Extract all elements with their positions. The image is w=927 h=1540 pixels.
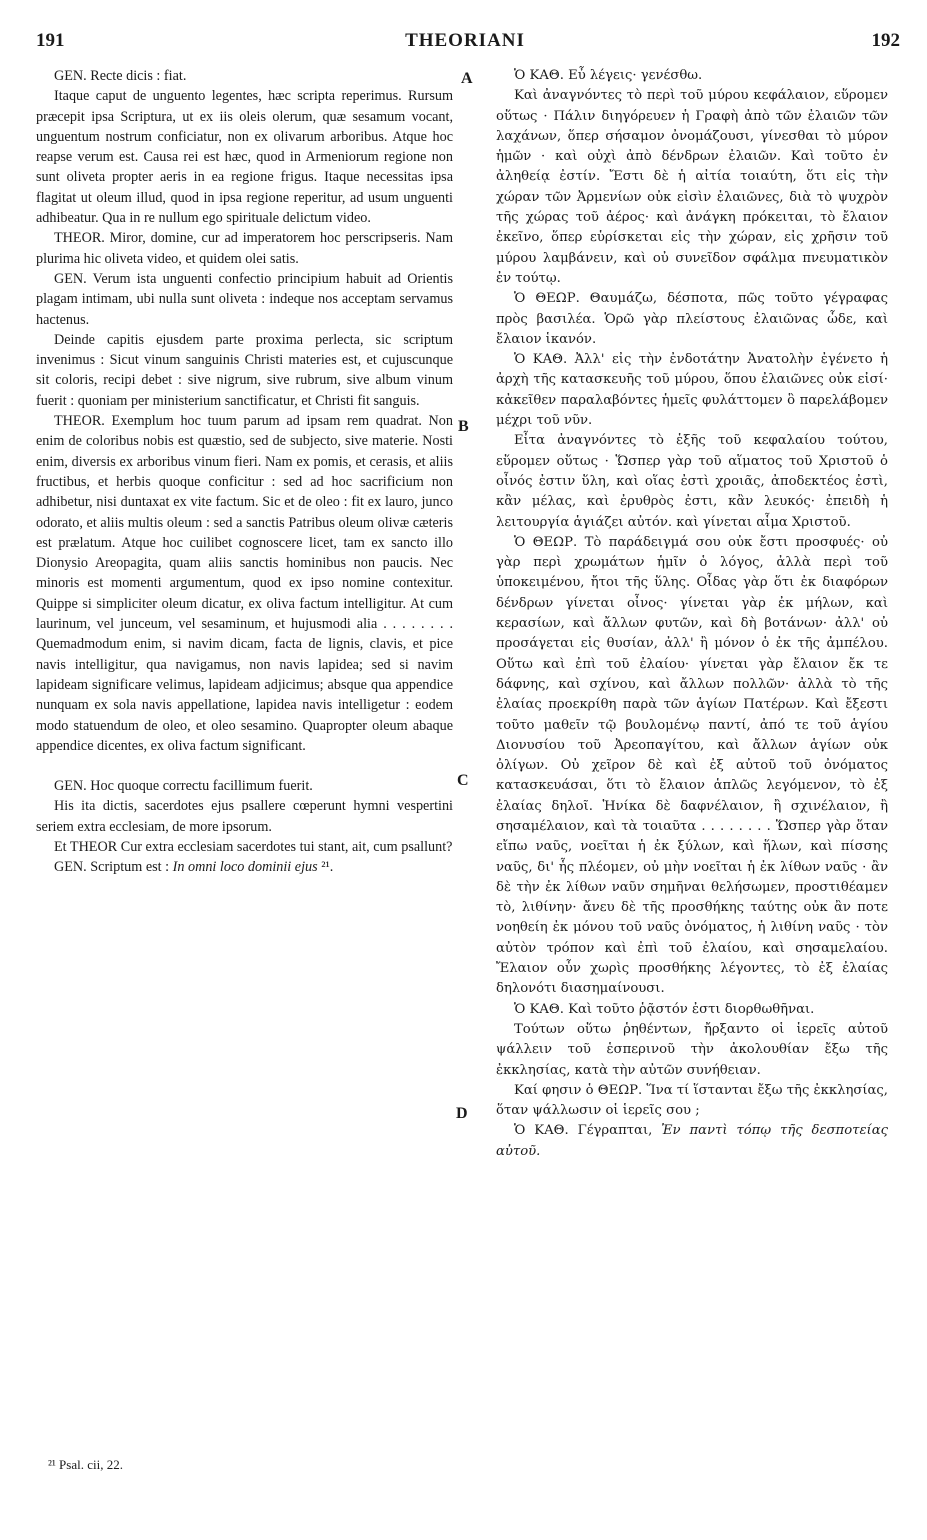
footnote: ²¹ Psal. cii, 22. <box>48 1457 123 1472</box>
latin-paragraph: THEOR. Exemplum hoc tuum parum ad ipsam rem quadrat. Non enim de coloribus nobis est quæstio, sed de subjecto, sive materie. Nosti enim, diversis ex arboribus vinum fieri. Nam ex pomis, et cerasis, et aliis fructibus, et herbis quoque conficitur : sed ad hoc sacrificium non adhibetur, nisi duntaxat ex vite factum. Sic et de oleo : fit ex lauro, junco odorato, et aliis multis oleum : sed a sanctis Patribus oleum olivæ cæteris est prælatum. Atque hoc cuilibet cognoscere licet, tam ex sancto illo Dionysio Areopagita, quam aliis sanctis hominibus non paucis. Nec minoris est momenti argumentum, quod ex ipso nomine contexitur. Quippe si simpliciter oleum dicatur, ex oliva factum intelligitur. At cum laurinum, vel junceum, vel sesaminum, et hujusmodi alia . . . . . . . . Quemadmodum enim, si navim dicam, facta de lignis, clavis, et pice navis intelligitur, qua navigamus, non navis lapidea; sed si navim lapideam significare velimus, lapideam adjicimus; absque qua appendice nunquam ex sola navis appellatione, lapidea navis intelligetur : eodem modo statuendum de oleo, et oleo sesamino. Quapropter oleum abaque appendice dicentes, ex oliva factum significant. <box>36 413 453 754</box>
greek-paragraph: Τούτων οὕτω ῥηθέντων, ἤρξαντο οἱ ἱερεῖς αὐτοῦ ψάλλειν τοῦ ἑσπερινοῦ τὴν ἀκολουθίαν ἔξω τῆς ἐκκλησίας, κατὰ τὴν αὐτῶν συνήθειαν. <box>496 1021 888 1078</box>
page-header <box>30 30 900 58</box>
margin-marker-c: C <box>457 772 469 789</box>
margin-marker-b: B <box>458 418 469 435</box>
latin-lead: GEN. Scriptum est : <box>54 859 173 876</box>
running-title: THEORIANI <box>405 30 525 51</box>
latin-paragraph: GEN. Recte dicis : fiat. <box>54 68 187 84</box>
greek-paragraph: Ὁ ΚΑΘ. Εὖ λέγεις· γενέσθω. <box>514 68 703 83</box>
latin-paragraph: GEN. Hoc quoque correctu facillimum fuerit. <box>54 778 313 795</box>
latin-paragraph: GEN. Verum ista unguenti confectio principium habuit ad Orientis plagam intimam, ubi nulla sunt oliveta : indeque nos acceptam servamus hactenus. <box>36 270 453 328</box>
latin-paragraph: THEOR. Miror, domine, cur ad imperatorem hoc perscripseris. Nam plurima hic oliveta video, et quidem olei satis. <box>36 230 453 267</box>
page-number-left: 191 <box>36 30 65 51</box>
latin-column <box>36 66 453 878</box>
greek-paragraph: Ὁ ΚΑΘ. Ἀλλ' εἰς τὴν ἐνδοτάτην Ἀνατολὴν ἐγένετο ἡ ἀρχὴ τῆς κατασκευῆς τοῦ μύρου, ὅπου ἐλαιῶνες οὐκ εἰσί· κἀκεῖθεν παραλαβόντες ἡμεῖς φυλάττομεν ὃ παρελάβομεν μέχρι τοῦ νῦν. <box>496 352 888 429</box>
footnote-ref: ²¹. <box>317 859 334 876</box>
latin-paragraph: Itaque caput de unguento legentes, hæc scripta reperimus. Rursum præcepit ipsa Scriptura, ut ex iis oleis olerum, quæ sesamum vocant, unguentum nostrum conficiatur, non ex olivarum arboribus. Atque hoc reapse verum est. Causa rei est hæc, quod in Armeniorum regione non sunt oliveta propter aeris in ea regione frigus. Itaque necessitas ipsa flagitat ut oleum illud, quod in ipsa regione reperitur, ad usum unguenti adhibeatur. Qua in re nullum ego spirituale delictum video. <box>36 88 453 227</box>
latin-paragraph <box>36 857 453 877</box>
latin-paragraph: Deinde capitis ejusdem parte proxima perlecta, sic scriptum invenimus : Sicut vinum sanguinis Christi materies est, et cujuscunque sit coloris, recipi debet : sive nigrum, sive rubrum, sive album vinum fuerit : quoniam per ministerium sanctificatur, et Christi fit sanguis. <box>36 331 453 409</box>
latin-scripture-quote: In omni loco dominii ejus <box>172 859 318 876</box>
margin-marker-a: A <box>461 70 473 87</box>
greek-paragraph: Ὁ ΘΕΩΡ. Τὸ παράδειγμά σου οὐκ ἔστι προσφυές· οὐ γὰρ περὶ χρωμάτων ἡμῖν ὁ λόγος, ἀλλὰ περὶ τοῦ ὑποκειμένου, ἤτοι τῆς ὕλης. Οἶδας γὰρ ὅτι ἐκ διαφόρων δένδρων γίνεται οἶνος· γίνεται γὰρ ἐκ μήλων, καὶ κερασίων, καὶ ἄλλων φυτῶν, καὶ δὴ βοτάνων· ἀλλ' οὐ προσάγεται εἰς θυσίαν, ἀλλ' ἢ μόνον ὁ ἐκ τῆς ἀμπέλου. Οὕτω καὶ ἐπὶ τοῦ ἐλαίου· γίνεται γὰρ ἔλαιον ἔκ τε δάφνης, καὶ σχίνου, καὶ ἄλλων πολλῶν· ἀλλὰ τὸ τῆς ἐλαίας προεκρίθη παρὰ τῶν ἁγίων Πατέρων. Καὶ ἔξεστι τοῦτο μαθεῖν τῷ βουλομένῳ παντί, ἀπό τε τοῦ ἁγίου Διονυσίου τοῦ Ἀρεοπαγίτου, καὶ ἄλλων ἁγίων οὐκ ὀλίγων. Οὐ χεῖρον δὲ καὶ ἐξ αὐτοῦ τοῦ ὀνόματος κατασκευάσαι, ὅτι τὸ ἔλαιον ἁπλῶς λεγόμενον, τὸ ἐξ ἐλαίας δηλοῖ. Ἡνίκα δὲ δαφνέλαιον, ἢ σχινέλαιον, ἢ σησαμέλαιον, καὶ τὰ τοιαῦτα . . . . . . . . Ὥσπερ γὰρ ὅταν εἴπω ναῦς, νοεῖται ἡ ἐκ ξύλων, καὶ ἥλων, καὶ πίσσης ναῦς, δι' ἧς πλέομεν, οὐ μὴν νοεῖται ἡ ἐκ λίθων ναῦς · ἂν δὲ τὴν ἐκ λίθων ναῦν σημῆναι θελήσωμεν, προστιθέαμεν τὸ, λιθίνην· ἄνευ δὲ τῆς προσθήκης ταύτης οὐκ ἂν ποτε νοηθείη ἐκ μόνου τοῦ ναῦς ὀνόματος, ἡ λιθίνη ναῦς · τὸν αὐτὸν τρόπον καὶ ἐπὶ τοῦ ἐλαίου, καὶ σησαμελαίου. Ἔλαιον οὖν χωρὶς προσθήκης λέγοντες, τὸ ἐξ ἐλαίας δηλονότι διασημαίνουσι. <box>496 534 888 997</box>
greek-paragraph: Ὁ ΘΕΩΡ. Θαυμάζω, δέσποτα, πῶς τοῦτο γέγραφας πρὸς βασιλέα. Ὁρῶ γὰρ πλείστους ἐλαιῶνας ὧδε, καὶ ἔλαιον ἱκανόν. <box>496 291 888 347</box>
greek-paragraph: Καὶ ἀναγνόντες τὸ περὶ τοῦ μύρου κεφάλαιον, εὕρομεν οὕτως · Πάλιν διηγόρευεν ἡ Γραφὴ ἀπὸ τῶν ἐλαιῶν τῶν λαχάνων, ὅπερ σήσαμον ὀνομάζουσι, γίνεσθαι τὸ μύρον ἡμῶν · καὶ οὐχὶ ἀπὸ δένδρων ἐλαιῶν. Καὶ τοῦτο ἐν ἀληθείᾳ ἐστίν. Ἔστι δὲ ἡ αἰτία τοιαύτη, ὅτι εἰς τὴν χώραν τῶν Ἀρμενίων οὐκ εἰσὶν ἐλαιῶνες, διὰ τὸ ψυχρὸν τῆς χώρας τοῦ ἀέρος· καὶ ἀνάγκη πρόκειται, τὸ ἔλαιον ἐκεῖνο, ὅπερ εὑρίσκεται εἰς τὴν χώραν, εἰς χρῆσιν τοῦ μύρου λαμβάνειν, καὶ οὐ συνεῖδον σφάλμα πνευματικὸν ἐν τούτῳ. <box>496 88 888 286</box>
latin-paragraph: Et THEOR Cur extra ecclesiam sacerdotes tui stant, ait, cum psallunt? <box>54 838 453 855</box>
greek-column <box>496 66 888 1162</box>
greek-lead: Ὁ ΚΑΘ. Γέγραπται, <box>514 1123 662 1139</box>
greek-paragraph: Εἶτα ἀναγνόντες τὸ ἑξῆς τοῦ κεφαλαίου τούτου, εὕρομεν οὕτως · Ὥσπερ γὰρ τοῦ αἵματος τοῦ Χριστοῦ ὁ οἶνός ἐστιν ὕλη, καὶ οἵας ἐστὶ χροιᾶς, ἀποδεκτέος ἐστὶ, κἂν μέλας, καὶ ἐρυθρὸς ἐστι, κἂν λευκός· ἐπειδὴ ἡ λειτουργία ἁγιάζει αὐτόν. καὶ γίνεται αἷμα Χριστοῦ. <box>496 433 888 530</box>
greek-paragraph: Ὁ ΚΑΘ. Καὶ τοῦτο ῥᾷστόν ἐστι διορθωθῆναι. <box>514 1001 815 1017</box>
page-number-right: 192 <box>871 30 900 51</box>
greek-paragraph: Καί φησιν ὁ ΘΕΩΡ. Ἵνα τί ἵστανται ἔξω τῆς ἐκκλησίας, ὅταν ψάλλωσιν οἱ ἱερεῖς σου ; <box>496 1082 888 1119</box>
latin-paragraph: His ita dictis, sacerdotes ejus psallere cœperunt hymni vespertini seriem extra ecclesiam, de more ipsorum. <box>36 798 453 835</box>
margin-marker-d: D <box>456 1105 468 1122</box>
greek-scripture-quote: Ἐν παντὶ τόπῳ τῆς δεσποτείας αὐτοῦ. <box>496 1123 888 1159</box>
greek-paragraph <box>496 1121 888 1162</box>
